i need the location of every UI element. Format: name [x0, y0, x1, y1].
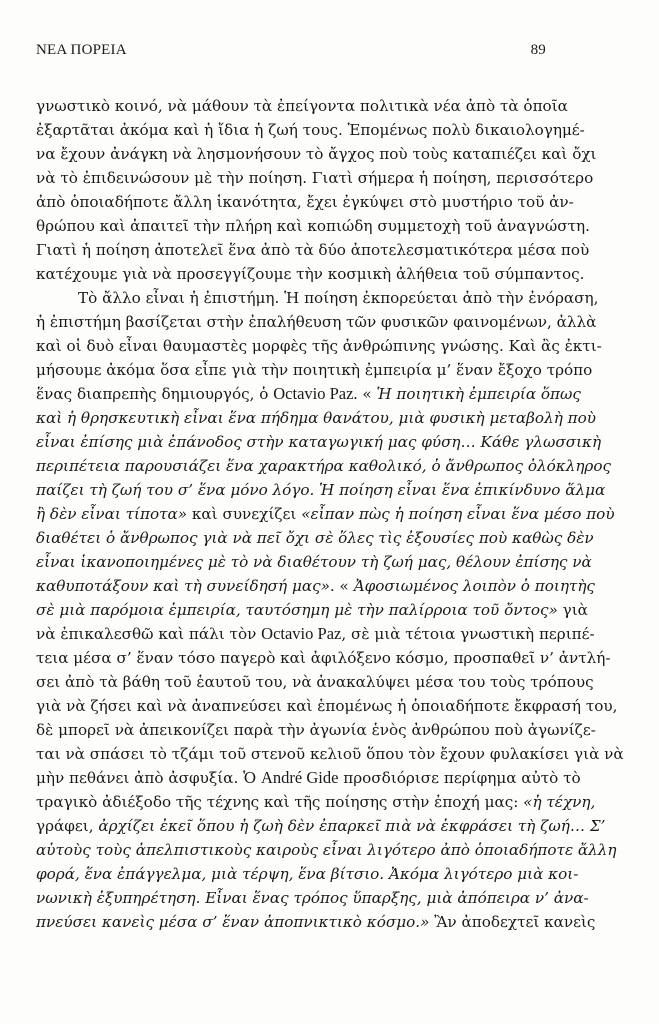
- text-line: [36, 478, 606, 502]
- text-line: [36, 454, 611, 478]
- text-segment: . «: [329, 577, 354, 595]
- quoted-text: νωνικὴ ἐξυπηρέτηση. Εἶναι ἕνας τρόπος ὕπαρξης, μιὰ ἀπόπειρα ν’ ἀνα-: [36, 889, 589, 907]
- text-line: [36, 910, 596, 934]
- quoted-text: περιπέτεια παρουσιάζει ἕνα χαρακτήρα καθολικό, ὁ ἄνθρωπος ὁλόκληρος: [36, 457, 611, 475]
- running-head: [36, 42, 546, 62]
- text-segment: μήσουμε ἀκόμα ὅσα εἶπε γιὰ τὴν ποιητικὴ ἐμπειρία μ’ ἕναν ἔξοχο τρόπο: [36, 361, 593, 379]
- text-line: [36, 742, 624, 766]
- text-line: [36, 598, 588, 622]
- text-segment: δὲ μπορεῖ νὰ ἀπεικονίζει παρὰ τὴν ἀγωνία ἑνὸς ἀνθρώπου ποὺ ἀγωνίζε-: [36, 721, 596, 739]
- text-line: [36, 502, 615, 526]
- text-segment: καὶ συνεχίζει: [187, 505, 302, 523]
- text-segment: σει ἀπὸ τὰ βάθη τοῦ ἑαυτοῦ του, νὰ ἀνακαλύψει μέσα του τοὺς τρόπους: [36, 673, 594, 691]
- text-segment: νὰ ἐπικαλεσθῶ καὶ πάλι τὸν: [36, 625, 262, 643]
- text-segment: να ἔχουν ἀνάγκη νὰ λησμονήσουν τὸ ἄγχος ποὺ τοὺς καταπιέζει καὶ ὄχι: [36, 145, 597, 163]
- quoted-text: παίζει τὴ ζωή του σ’ ἕνα μόνο λόγο. Ἡ ποίηση εἶναι ἕνα ἐπικίνδυνο ἅλμα: [36, 481, 606, 499]
- text-line: [36, 694, 618, 718]
- quoted-text: διαθέτει ὁ ἄνθρωπος γιὰ νὰ πεῖ ὄχι σὲ ὅλες τὶς ἐξουσίες ποὺ καθὼς δὲν: [36, 529, 594, 547]
- text-line: [36, 862, 579, 886]
- text-segment: «: [357, 385, 377, 403]
- quoted-text: καθυποτάξουν καὶ τὴ συνείδησή μας»: [36, 577, 330, 595]
- text-segment: ἐξαρτᾶται ἀκόμα καὶ ἡ ἴδια ἡ ζωή τους. Ἑπομένως πολὺ δικαιολογημέ-: [36, 121, 585, 139]
- latin-name: Octavio Paz: [261, 624, 342, 643]
- text-line: [36, 286, 599, 310]
- quoted-text: φορά, ἕνα ἐπάγγελμα, μιὰ τέρψη, ἕνα βίτσιο. Ἀκόμα λιγότερο μιὰ κοι-: [36, 865, 579, 883]
- quoted-text: Ἀφοσιωμένος λοιπὸν ὁ ποιητὴς: [353, 577, 595, 595]
- text-segment: ἀπὸ ὁποιαδήποτε ἄλλη ἱκανότητα, ἔχει ἐγκύψει στὸ μυστήριο τοῦ ἀν-: [36, 193, 574, 211]
- quoted-text: «ἡ τέχνη,: [523, 793, 596, 811]
- quoted-text: εἶναι ἱκανοποιημένες μὲ τὸ νὰ διαθέτουν τὴ ζωή μας, θέλουν ἐπίσης νὰ: [36, 553, 592, 571]
- text-line: [36, 790, 596, 814]
- page-number: 89: [530, 42, 546, 58]
- text-line: [36, 382, 581, 406]
- body-text: [36, 94, 624, 934]
- text-segment: γιὰ: [557, 601, 588, 619]
- text-segment: τραγικὸ ἀδιέξοδο τῆς τέχνης καὶ τῆς ποίησης στὴν ἐποχή μας:: [36, 793, 524, 811]
- text-line: [36, 430, 602, 454]
- quoted-text: ἀρχίζει ἐκεῖ ὅπου ἡ ζωὴ δὲν ἐπαρκεῖ πιὰ νὰ ἐκφράσει τὴ ζωή… Σ’: [98, 817, 606, 835]
- latin-name: André Gide: [260, 768, 339, 787]
- latin-name: Octavio Paz.: [273, 384, 358, 403]
- text-line: [36, 670, 594, 694]
- quoted-text: σὲ μιὰ παρόμοια ἐμπειρία, ταυτόσημη μὲ τὴν παλίρροια τοῦ ὄντος»: [36, 601, 558, 619]
- text-segment: καὶ οἱ δυὸ εἶναι θαυμαστὲς μορφὲς τῆς ἀνθρώπινης γνώσης. Καὶ ἂς ἐκτι-: [36, 337, 602, 355]
- text-segment: Γιατὶ ἡ ποίηση ἀποτελεῖ ἕνα ἀπὸ τὰ δύο ἀποτελεσματικότερα μέσα ποὺ: [36, 241, 590, 259]
- quoted-text: Ἡ ποιητικὴ ἐμπειρία ὅπως: [376, 385, 581, 403]
- text-line: [36, 166, 594, 190]
- running-head-title: ΝΕΑ ΠΟΡΕΙΑ: [36, 42, 127, 58]
- text-line: [36, 886, 589, 910]
- text-line: [36, 766, 581, 790]
- text-segment: γνωστικὸ κοινό, νὰ μάθουν τὰ ἐπείγοντα πολιτικὰ νέα ἀπὸ τὰ ὁποῖα: [36, 97, 568, 115]
- text-segment: θρώπου καὶ ἀπαιτεῖ τὴν πλήρη καὶ κοπιώδη συμμετοχὴ τοῦ ἀναγνώστη.: [36, 217, 590, 235]
- text-line: [36, 526, 594, 550]
- text-line: [36, 142, 597, 166]
- text-line: [36, 838, 617, 862]
- text-segment: Ἂν ἀποδεχτεῖ κανεὶς: [429, 913, 596, 931]
- text-line: [36, 262, 585, 286]
- text-line: [36, 574, 595, 598]
- text-line: [36, 718, 596, 742]
- text-line: [36, 214, 590, 238]
- text-segment: ται νὰ σπάσει τὸ τζάμι τοῦ στενοῦ κελιοῦ ὅπου τὸν ἔχουν φυλακίσει γιὰ νὰ: [36, 745, 624, 763]
- text-segment: Τὸ ἄλλο εἶναι ἡ ἐπιστήμη. Ἡ ποίηση ἐκπορεύεται ἀπὸ τὴν ἐνόραση,: [78, 289, 599, 307]
- text-line: [36, 646, 611, 670]
- text-segment: κατέχουμε γιὰ νὰ προσεγγίζουμε τὴν κοσμικὴ ἀλήθεια τοῦ σύμπαντος.: [36, 265, 585, 283]
- text-line: [36, 310, 597, 334]
- text-line: [36, 814, 606, 838]
- quoted-text: καὶ ἡ θρησκευτικὴ εἶναι ἕνα πήδημα θανάτου, μιὰ φυσικὴ μεταβολὴ ποὺ: [36, 409, 596, 427]
- quoted-text: ἢ δὲν εἶναι τίποτα»: [36, 505, 188, 523]
- text-line: [36, 190, 574, 214]
- text-segment: προσδιόρισε περίφημα αὐτὸ τὸ: [338, 769, 581, 787]
- text-segment: , σὲ μιὰ τέτοια γνωστικὴ περιπέ-: [341, 625, 595, 643]
- text-segment: μὴν πεθάνει ἀπὸ ἀσφυξία. Ὁ: [36, 769, 261, 787]
- text-segment: νὰ τὸ ἐπιδεινώσουν μὲ τὴν ποίηση. Γιατὶ σήμερα ἡ ποίηση, περισσότερο: [36, 169, 594, 187]
- quoted-text: πνεύσει κανεὶς μέσα σ’ ἕναν ἀποπνικτικὸ κόσμο.»: [36, 913, 430, 931]
- text-line: [36, 550, 592, 574]
- text-line: [36, 622, 595, 646]
- text-segment: ἕνας διαπρεπὴς δημιουργός, ὁ: [36, 385, 274, 403]
- text-line: [36, 94, 568, 118]
- text-segment: ἡ ἐπιστήμη βασίζεται στὴν ἐπαλήθευση τῶν φυσικῶν φαινομένων, ἀλλὰ: [36, 313, 597, 331]
- text-line: [36, 118, 585, 142]
- text-line: [36, 358, 593, 382]
- text-line: [36, 334, 602, 358]
- quoted-text: αὐτοὺς τοὺς ἀπελπιστικοὺς καιροὺς εἶναι λιγότερο ἀπὸ ὁποιαδήποτε ἄλλη: [36, 841, 617, 859]
- text-segment: γράφει,: [36, 817, 99, 835]
- text-line: [36, 406, 596, 430]
- text-segment: τεια μέσα σ’ ἕναν τόσο παγερὸ καὶ ἀφιλόξενο κόσμο, προσπαθεῖ ν’ ἀντλή-: [36, 649, 611, 667]
- quoted-text: εἶναι ἐπίσης μιὰ ἐπάνοδος στὴν καταγωγική μας φύση… Κάθε γλωσσικὴ: [36, 433, 602, 451]
- quoted-text: «εἶπαν πὼς ἡ ποίηση εἶναι ἕνα μέσο ποὺ: [301, 505, 615, 523]
- text-segment: γιὰ νὰ ζήσει καὶ νὰ ἀναπνεύσει καὶ ἑπομένως ἡ ὁποιαδήποτε ἔκφρασή του,: [36, 697, 618, 715]
- text-line: [36, 238, 590, 262]
